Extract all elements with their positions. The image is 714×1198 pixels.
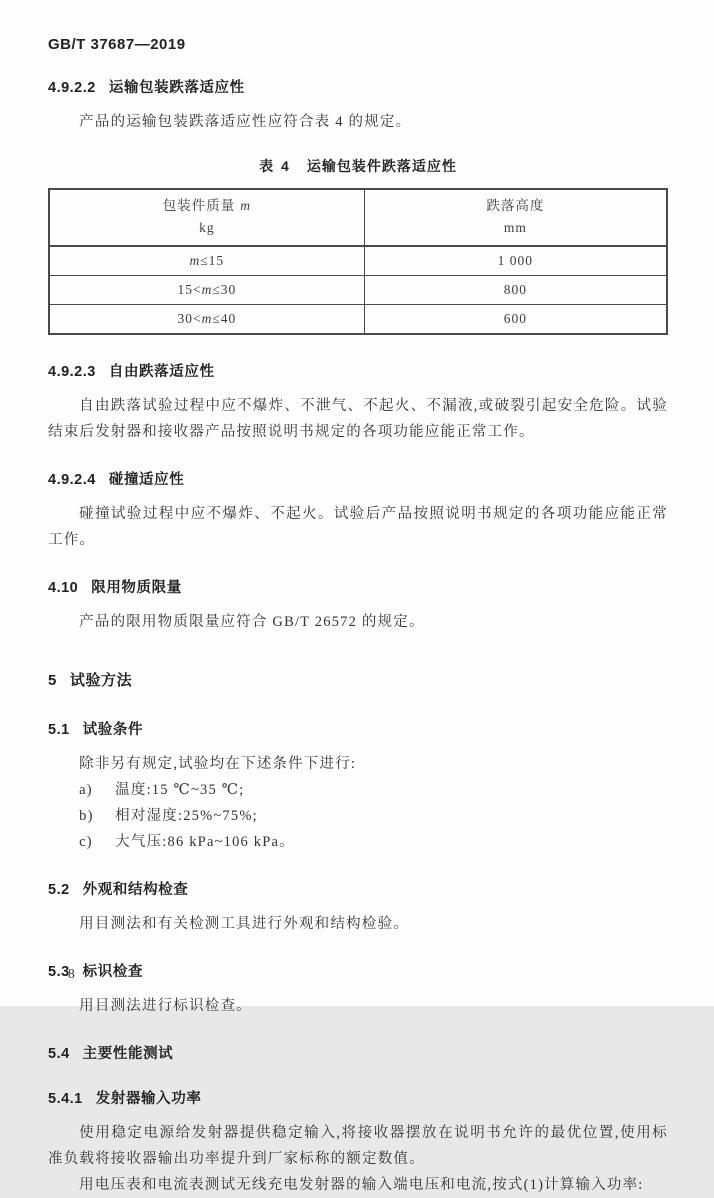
- list-text: 温度:15 ℃~35 ℃;: [115, 782, 245, 798]
- section-number: 4.10: [48, 580, 79, 596]
- condition-item-c: [48, 829, 668, 855]
- list-marker: a): [79, 782, 93, 798]
- section-number: 5.4.1: [48, 1091, 83, 1107]
- section-title: 运输包装跌落适应性: [108, 80, 245, 96]
- mass-range-cell: m≤15: [49, 246, 364, 276]
- paragraph-4-9-2-3: 自由跌落试验过程中应不爆炸、不泄气、不起火、不漏液,或破裂引起安全危险。试验结束后发射器和接收器产品按照说明书规定的各项功能应能正常工作。: [48, 398, 668, 440]
- section-heading-5-4-1: [48, 1089, 668, 1109]
- table-row: [49, 246, 667, 276]
- section-heading-5-1: [48, 720, 668, 740]
- page-number: 8: [68, 966, 75, 981]
- section-title: 主要性能测试: [82, 1046, 174, 1062]
- section-title: 发射器输入功率: [95, 1091, 202, 1107]
- paragraph-5-1: 除非另有规定,试验均在下述条件下进行:: [79, 756, 357, 772]
- list-marker: b): [79, 808, 94, 824]
- standard-number-header: GB/T 37687—2019: [48, 36, 186, 53]
- paragraph-5-3: 用目测法进行标识检查。: [79, 998, 252, 1014]
- mass-variable: m: [240, 198, 251, 213]
- list-text: 大气压:86 kPa~106 kPa。: [115, 834, 295, 850]
- paragraph-5-4-1-a: 使用稳定电源给发射器提供稳定输入,将接收器摆放在说明书允许的最优位置,使用标准负载将接收器输出功率提升到厂家标称的额定数值。: [48, 1125, 668, 1167]
- section-title: 自由跌落适应性: [108, 364, 215, 380]
- mass-range-cell: 15<m≤30: [49, 276, 364, 305]
- table-4-drop-adaptability: [48, 188, 668, 335]
- section-title: 碰撞适应性: [108, 472, 185, 488]
- section-number: 4.9.2.4: [48, 472, 96, 488]
- section-heading-4-9-2-2: [48, 78, 668, 98]
- table-caption-title: 运输包装件跌落适应性: [306, 158, 457, 174]
- section-title: 标识检查: [82, 964, 144, 980]
- section-number: 5.3: [48, 964, 70, 980]
- section-heading-4-10: [48, 578, 668, 598]
- table-row: [49, 276, 667, 305]
- section-heading-4-9-2-3: [48, 362, 668, 382]
- paragraph-5-2: 用目测法和有关检测工具进行外观和结构检验。: [79, 916, 409, 932]
- section-heading-5-3: [48, 962, 668, 982]
- table-header-height-label: 跌落高度: [486, 198, 545, 213]
- section-number: 5.1: [48, 722, 70, 738]
- paragraph-4-9-2-2: 产品的运输包装跌落适应性应符合表 4 的规定。: [79, 114, 412, 130]
- table-header-mass-label: 包装件质量 m: [162, 198, 251, 213]
- table-header-package-mass: [49, 189, 364, 246]
- list-marker: c): [79, 834, 93, 850]
- condition-item-a: [48, 777, 668, 803]
- paragraph-4-10: 产品的限用物质限量应符合 GB/T 26572 的规定。: [79, 614, 425, 630]
- table-header-height-unit: mm: [503, 220, 527, 235]
- section-number: 4.9.2.3: [48, 364, 96, 380]
- section-number: 5: [48, 672, 57, 689]
- mass-range-cell: 30<m≤40: [49, 305, 364, 335]
- table-row: [49, 305, 667, 335]
- section-heading-4-9-2-4: [48, 470, 668, 490]
- drop-height-cell: 600: [364, 305, 667, 335]
- drop-height-cell: 800: [364, 276, 667, 305]
- paragraph-5-4-1-b: 用电压表和电流表测试无线充电发射器的输入端电压和电流,按式(1)计算输入功率:: [79, 1177, 644, 1193]
- table-header-drop-height: [364, 189, 667, 246]
- section-number: 4.9.2.2: [48, 80, 96, 96]
- table-header-row: [49, 189, 667, 246]
- table-header-mass-unit: kg: [199, 220, 215, 235]
- section-title: 外观和结构检查: [82, 882, 189, 898]
- section-heading-5: [48, 671, 668, 691]
- condition-item-b: [48, 803, 668, 829]
- drop-height-cell: 1 000: [364, 246, 667, 276]
- list-text: 相对湿度:25%~75%;: [115, 808, 258, 824]
- paragraph-4-9-2-4: 碰撞试验过程中应不爆炸、不起火。试验后产品按照说明书规定的各项功能应能正常工作。: [48, 506, 668, 548]
- section-title: 试验条件: [82, 722, 144, 738]
- table-caption: [48, 156, 668, 176]
- section-heading-5-4: [48, 1044, 668, 1064]
- table-caption-label: 表 4: [259, 158, 291, 174]
- section-number: 5.2: [48, 882, 70, 898]
- section-title: 试验方法: [69, 672, 133, 689]
- section-heading-5-2: [48, 880, 668, 900]
- section-number: 5.4: [48, 1046, 70, 1062]
- section-title: 限用物质限量: [91, 580, 182, 596]
